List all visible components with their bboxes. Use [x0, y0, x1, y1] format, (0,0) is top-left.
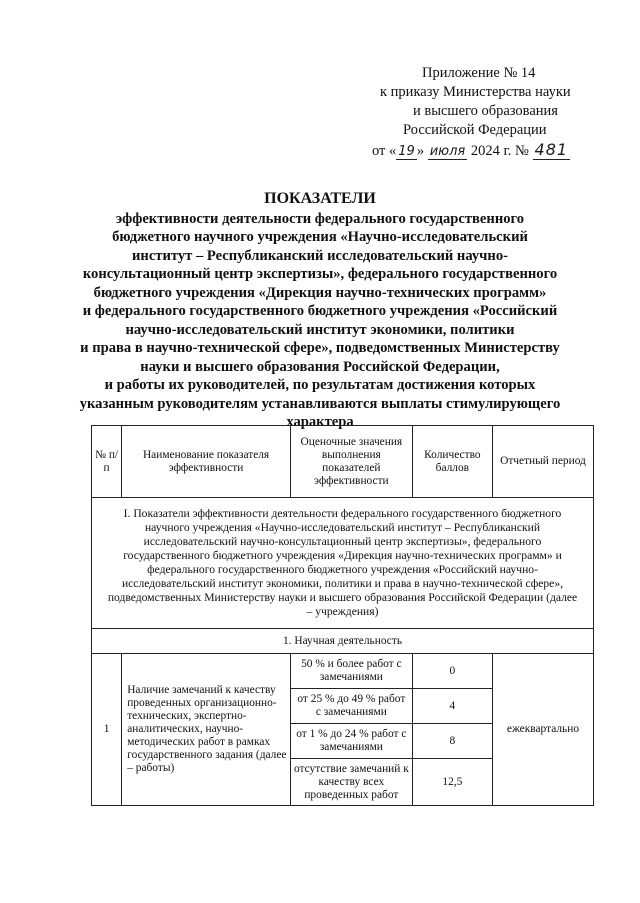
row-value: отсутствие замечаний к качеству всех проведенных работ: [290, 759, 412, 806]
annex-order-line: к приказу Министерства науки: [380, 84, 571, 100]
header-num: № п/п: [92, 426, 122, 498]
header-points: Количество баллов: [412, 426, 492, 498]
row-value: 50 % и более работ с замечаниями: [290, 654, 412, 689]
title-line: и права в научно-технической сфере», подведомственных Министерству: [80, 340, 560, 356]
row-points: 0: [412, 654, 492, 689]
header-values: Оценочные значения выполнения показателей эффективности: [290, 426, 412, 498]
date-day-handwritten: 19: [398, 144, 415, 159]
annex-number: Приложение № 14: [422, 65, 536, 81]
row-period: ежеквартально: [492, 654, 593, 806]
title-line: и федерального государственного бюджетного учреждения «Российский: [82, 303, 558, 319]
row-points: 8: [412, 724, 492, 759]
date-year: 2024 г. №: [470, 143, 529, 159]
row-num: 1: [92, 654, 122, 806]
date-month-handwritten: июля: [429, 144, 466, 159]
header-name: Наименование показателя эффективности: [122, 426, 291, 498]
row-value: от 25 % до 49 % работ с замечаниями: [290, 689, 412, 724]
title-line: бюджетного учреждения «Дирекция научно-технических программ»: [93, 284, 547, 301]
table-header-row: [92, 426, 594, 498]
annex-country-line: Российской Федерации: [403, 122, 547, 138]
title-line: бюджетного научного учреждения «Научно-исследовательский: [112, 229, 528, 245]
title-line: консультационный центр экспертизы», федерального государственного: [82, 266, 558, 282]
title-line: науки и высшего образования Российской Федерации,: [140, 358, 500, 375]
title-line: научно-исследовательский институт экономики, политики: [125, 321, 515, 338]
title-line: эффективности деятельности федерального государственного: [115, 210, 525, 227]
annex-block: [370, 64, 620, 161]
row-indicator-name: Наличие замечаний к качеству проведенных организационно-технических, экспертно-аналитических, научно-методических работ в рамках государственного задания (далее – работы): [122, 654, 291, 806]
title-line: институт – Республиканский исследовательский научно-: [132, 247, 508, 264]
table-row: [92, 654, 594, 689]
section-row: [92, 498, 594, 629]
title-heading: ПОКАЗАТЕЛИ: [264, 190, 376, 207]
row-points: 4: [412, 689, 492, 724]
subsection-row: [92, 629, 594, 654]
document-title: [0, 190, 640, 432]
header-period: Отчетный период: [492, 426, 593, 498]
indicators-table: [91, 425, 594, 806]
section-title: I. Показатели эффективности деятельности федерального государственного бюджетного научного учреждения «Научно-исследовательский институт – Республиканский исследовательский научно-консультационный центр экспертизы», федерального государственного бюджетного учреждения «Дирекция научно-технических программ» и федерального государственного бюджетного учреждения «Российский научно-исследовательский институт экономики, политики и права в научно-технической сфере», подведомственных Министерству науки и высшего образования Российской Федерации (далее – учреждения): [92, 498, 594, 629]
title-line: характера: [286, 414, 354, 430]
row-value: от 1 % до 24 % работ с замечаниями: [290, 724, 412, 759]
annex-date-line: [370, 140, 620, 161]
date-close: »: [416, 143, 425, 159]
row-points: 12,5: [412, 759, 492, 806]
title-line: указанным руководителям устанавливаются выплаты стимулирующего: [79, 395, 561, 412]
title-line: и работы их руководителей, по результатам достижения которых: [104, 377, 536, 393]
annex-ministry-line: и высшего образования: [413, 103, 558, 119]
subsection-title: 1. Научная деятельность: [92, 629, 594, 654]
date-prefix: от «: [372, 143, 397, 159]
order-number-handwritten: 481: [534, 140, 569, 159]
